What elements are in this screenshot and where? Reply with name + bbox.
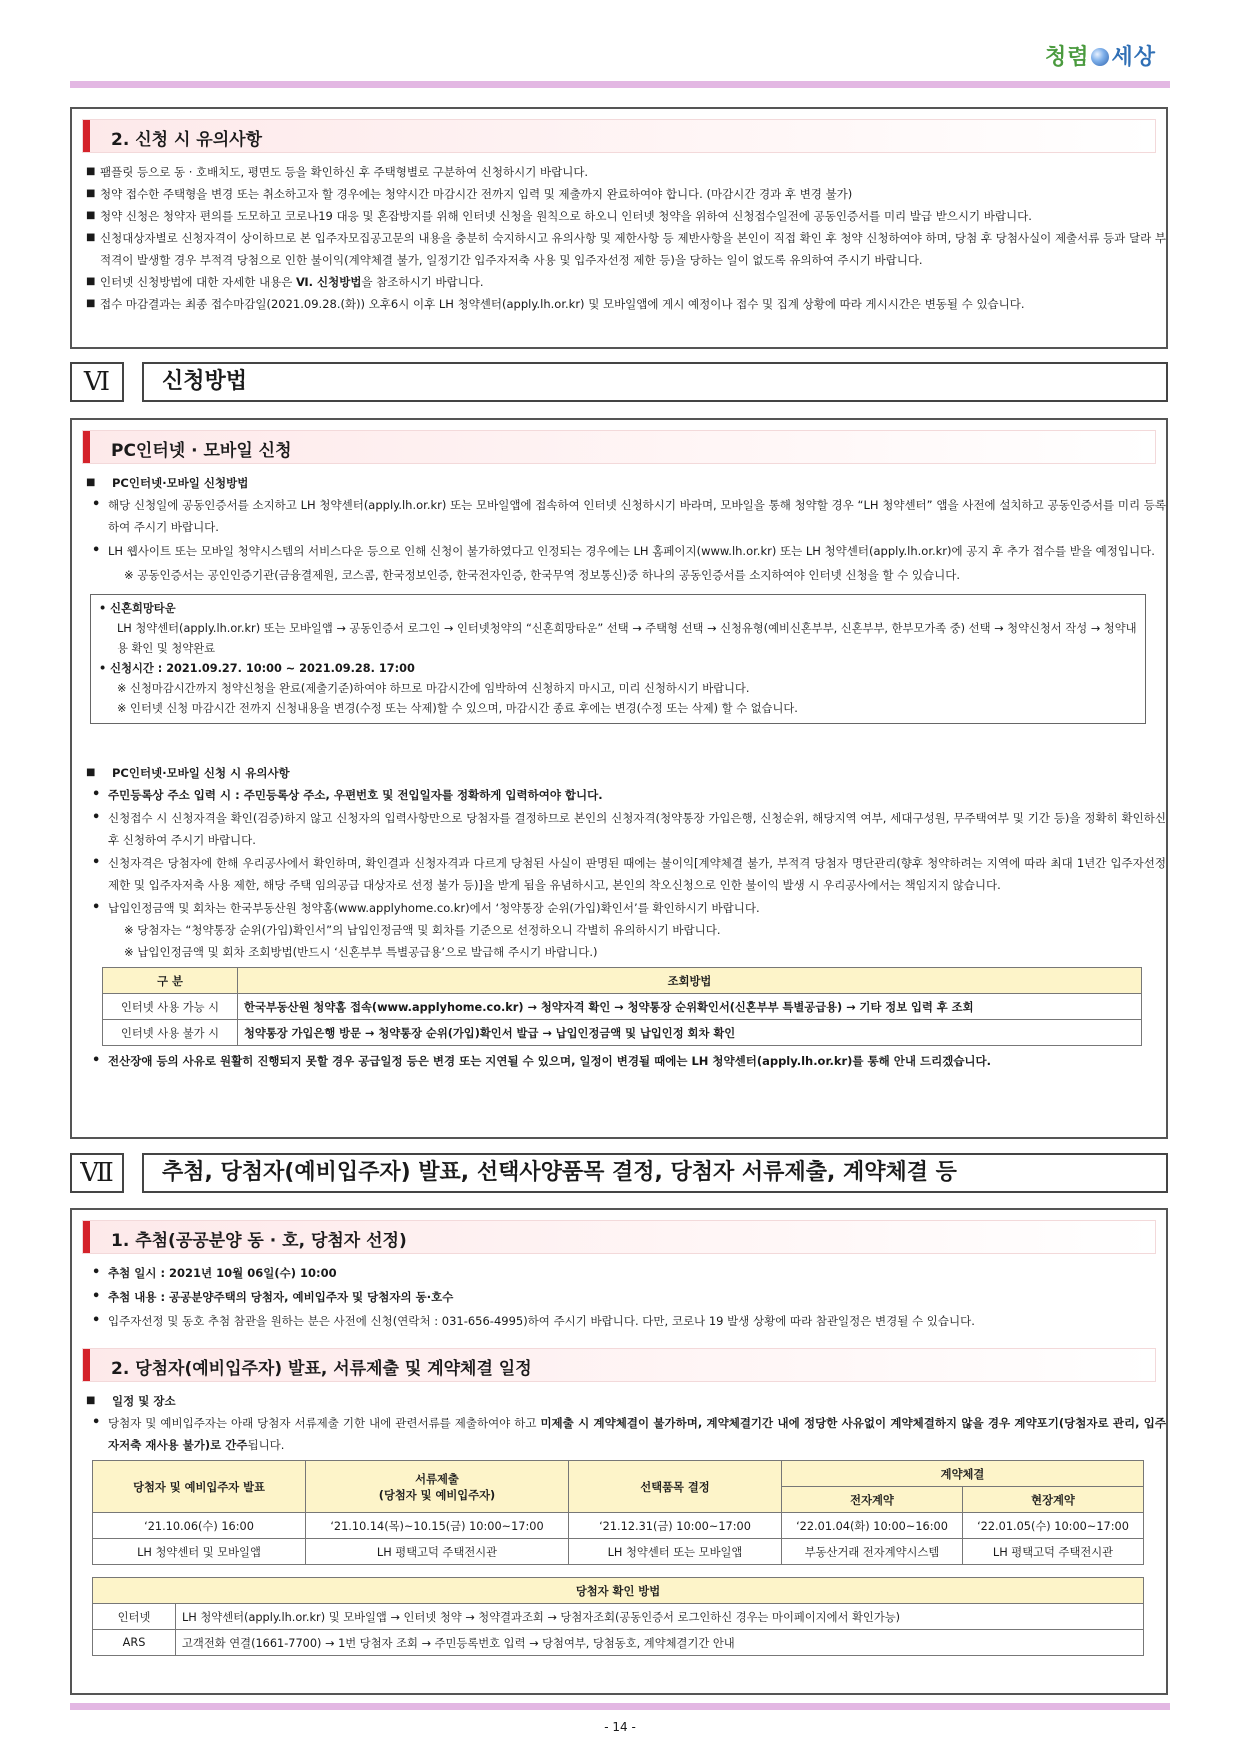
chapter-title: 추첨, 당첨자(예비입주자) 발표, 선택사양품목 결정, 당첨자 서류제출, 계약체결 등 (142, 1153, 1168, 1193)
table-header: 현장계약 (963, 1487, 1144, 1513)
bullet-item: • 전산장애 등의 사유로 원활히 진행되지 못할 경우 공급일정 등은 변경 또는 지연될 수 있으며, 일정이 변경될 때에는 LH 청약센터(apply.lh.or.kr)를 통해 안내 드리겠습니다. (72, 1050, 1166, 1072)
table-cell: 청약통장 가입은행 방문 → 청약통장 순위(가입)확인서 발급 → 납입인정금액 및 납입인정 회차 확인 (238, 1020, 1142, 1046)
table-row (93, 1513, 1144, 1539)
lookup-method-table (102, 967, 1142, 1046)
bullet-item: • 주민등록상 주소 입력 시 : 주민등록상 주소, 우편번호 및 전입일자를 정확하게 입력하여야 합니다. (72, 784, 1166, 806)
bullet-item: • 납입인정금액 및 회차는 한국부동산원 청약홈(www.applyhome.co.kr)에서 ‘청약통장 순위(가입)확인서’를 확인하시기 바랍니다. (72, 897, 1166, 919)
bullet-item: • 신청자격은 당첨자에 한해 우리공사에서 확인하며, 확인결과 신청자격과 다르게 당첨된 사실이 판명된 때에는 불이익[계약체결 불가, 부적격 당첨자 명단관리(향후 청약하려는 지역에 따라 최대 1년간 입주자선정 제한 및 입주자저축 사용 제한, 해당 주택 임의공급 대상자로 선정 불가 등)]을 받게 됨을 유념하시고, 본인의 착오신청으로 인한 불이익 발생 시 우리공사에서는 책임지지 않습니다. (72, 852, 1166, 896)
procedure-text: LH 청약센터(apply.lh.or.kr) 또는 모바일앱 → 공동인증서 로그인 → 인터넷청약의 “신혼희망타운” 선택 → 주택형 선택 → 신청유형(예비신혼부부, 신혼부부, 한부모가족 중) 선택 → 청약신청서 작성 → 청약내용 확인 및 청약완료 (117, 622, 1137, 655)
table-row (103, 1020, 1142, 1046)
subheading: ■ PC인터넷·모바일 신청 시 유의사항 (72, 762, 1166, 784)
chapter-7-header (70, 1153, 1168, 1195)
subheading: ■ 일정 및 장소 (72, 1390, 1166, 1412)
bullet-item: • 해당 신청일에 공동인증서를 소지하고 LH 청약센터(apply.lh.or.kr) 또는 모바일앱에 접속하여 인터넷 신청하시기 바라며, 모바일을 통해 청약할 경우 “LH 청약센터” 앱을 사전에 설치하고 공동인증서를 미리 등록하여 주시기 바랍니다. (72, 494, 1166, 538)
table-cell: ‘21.10.06(수) 16:00 (93, 1513, 306, 1539)
note-text: ※ 인터넷 신청 마감시간 전까지 신청내용을 변경(수정 또는 삭제)할 수 있으며, 마감시간 종료 후에는 변경(수정 또는 삭제) 할 수 없습니다. (117, 702, 798, 715)
note-text: ※ 당첨자는 “청약통장 순위(가입)확인서”의 납입인정금액 및 회차를 기준으로 선정하오니 각별히 유의하시기 바랍니다. (124, 923, 721, 937)
table-header: 선택품목 결정 (569, 1461, 782, 1513)
note-item: ■ 청약 신청은 청약자 편의를 도모하고 코로나19 대응 및 혼잡방지를 위해 인터넷 신청을 원칙으로 하오니 인터넷 청약을 위하여 신청접수일전에 공동인증서를 미리 발급 받으시기 바랍니다. (72, 205, 1166, 227)
table-header: 당첨자 및 예비입주자 발표 (93, 1461, 306, 1513)
note-item: ■ 팸플릿 등으로 동 · 호배치도, 평면도 등을 확인하신 후 주택형별로 구분하여 신청하시기 바랍니다. (72, 161, 1166, 183)
table-cell: 인터넷 사용 불가 시 (103, 1020, 238, 1046)
table-header: 전자계약 (782, 1487, 963, 1513)
box-heading: • 신혼희망타운 (99, 602, 176, 615)
bullet-item: • 입주자선정 및 동호 추첨 참관을 원하는 분은 사전에 신청(연락처 : 031-656-4995)하여 주시기 바랍니다. 다만, 코로나 19 발생 상황에 따라 참관일정은 변경될 수 있습니다. (72, 1310, 1166, 1332)
table-header: 서류제출 (당첨자 및 예비입주자) (306, 1461, 569, 1513)
box-heading: • 신청시간 : 2021.09.27. 10:00 ~ 2021.09.28. 17:00 (99, 662, 415, 675)
table-cell: LH 청약센터 및 모바일앱 (93, 1539, 306, 1565)
table-row (103, 994, 1142, 1020)
table-cell: 한국부동산원 청약홈 접속(www.applyhome.co.kr) → 청약자격 확인 → 청약통장 순위확인서(신혼부부 특별공급용) → 기타 정보 입력 후 조회 (238, 994, 1142, 1020)
section-heading: PC인터넷 · 모바일 신청 (82, 430, 1156, 464)
table-row (93, 1630, 1144, 1656)
table-header: 당첨자 확인 방법 (93, 1578, 1144, 1604)
bullet-item: • 당첨자 및 예비입주자는 아래 당첨자 서류제출 기한 내에 관련서류를 제출하여야 하고 미제출 시 계약체결이 불가하며, 계약체결기간 내에 정당한 사유없이 계약체결하지 않을 경우 계약포기(당첨자로 관리, 입주자저축 재사용 불가)로 간주됩니다. (72, 1412, 1166, 1456)
chapter-number: Ⅶ (70, 1153, 124, 1193)
table-cell: ARS (93, 1630, 176, 1656)
chapter-number: Ⅵ (70, 362, 124, 402)
table-cell: 인터넷 (93, 1604, 176, 1630)
table-cell: 부동산거래 전자계약시스템 (782, 1539, 963, 1565)
table-header: 구 분 (103, 968, 238, 994)
application-notes-box (70, 107, 1168, 349)
table-cell: LH 청약센터 또는 모바일앱 (569, 1539, 782, 1565)
table-cell: 인터넷 사용 가능 시 (103, 994, 238, 1020)
bullet-item: • LH 웹사이트 또는 모바일 청약시스템의 서비스다운 등으로 인해 신청이 불가하였다고 인정되는 경우에는 LH 홈페이지(www.lh.or.kr) 또는 LH 청약센터(apply.lh.or.kr)에 공지 후 추가 접수를 받을 예정입니다. (72, 540, 1166, 562)
note-text: ※ 신청마감시간까지 청약신청을 완료(제출기준)하여야 하므로 마감시간에 임박하여 신청하지 마시고, 미리 신청하시기 바랍니다. (117, 682, 750, 695)
table-header: 조회방법 (238, 968, 1142, 994)
note-text: ※ 납입인정금액 및 회차 조회방법(반드시 ‘신혼부부 특별공급용’으로 발급해 주시기 바랍니다.) (124, 945, 598, 959)
table-cell: ‘21.10.14(목)~10.15(금) 10:00~17:00 (306, 1513, 569, 1539)
section-heading: 2. 신청 시 유의사항 (82, 119, 1156, 153)
bullet-item: • 추첨 내용 : 공공분양주택의 당첨자, 예비입주자 및 당첨자의 동·호수 (72, 1286, 1166, 1308)
bullet-item: • 추첨 일시 : 2021년 10월 06일(수) 10:00 (72, 1262, 1166, 1284)
page-number: - 14 - (604, 1720, 636, 1734)
table-cell: LH 청약센터(apply.lh.or.kr) 및 모바일앱 → 인터넷 청약 → 청약결과조회 → 당첨자조회(공동인증서 로그인하신 경우는 마이페이지에서 확인가능) (176, 1604, 1144, 1630)
newlywed-procedure-box (90, 594, 1146, 724)
brand-logo: 청렴 세상 (1044, 45, 1156, 70)
note-text: ※ 공동인증서는 공인인증기관(금융결제원, 코스콤, 한국정보인증, 한국전자인증, 한국무역 정보통신)중 하나의 공동인증서를 소지하여야 인터넷 신청을 할 수 있습니다. (124, 568, 961, 582)
table-cell: ‘22.01.05(수) 10:00~17:00 (963, 1513, 1144, 1539)
chapter-6-header (70, 362, 1168, 404)
note-item: ■ 신청대상자별로 신청자격이 상이하므로 본 입주자모집공고문의 내용을 충분히 숙지하시고 유의사항 및 제한사항 등 제반사항을 본인이 직접 확인 후 청약 신청하여야 하며, 당첨 후 당첨사실이 제출서류 등과 달라 부적격이 발생할 경우 부적격 당첨으로 인한 불이익(계약체결 불가, 일정기간 입주자저축 사용 및 입주자선정 제한 등)을 당하는 일이 없도록 유의하여 주시기 바랍니다. (72, 227, 1166, 271)
table-cell: LH 평택고덕 주택전시관 (306, 1539, 569, 1565)
schedule-table (92, 1460, 1144, 1565)
header-divider (70, 81, 1170, 88)
note-item: ■ 청약 접수한 주택형을 변경 또는 취소하고자 할 경우에는 청약시간 마감시간 전까지 입력 및 제출까지 완료하여야 합니다. (마감시간 경과 후 변경 불가) (72, 183, 1166, 205)
note-item: ■ 접수 마감결과는 최종 접수마감일(2021.09.28.(화)) 오후6시 이후 LH 청약센터(apply.lh.or.kr) 및 모바일앱에 게시 예정이나 접수 및 집계 상황에 따라 게시시간은 변동될 수 있습니다. (72, 293, 1166, 315)
draw-schedule-box (70, 1208, 1168, 1695)
table-header: 계약체결 (782, 1461, 1144, 1487)
table-row (93, 1539, 1144, 1565)
subheading: ■ PC인터넷·모바일 신청방법 (72, 472, 1166, 494)
table-cell: ‘21.12.31(금) 10:00~17:00 (569, 1513, 782, 1539)
pc-mobile-box (70, 418, 1168, 1139)
chapter-title: 신청방법 (142, 362, 1168, 402)
table-cell: 고객전화 연결(1661-7700) → 1번 당첨자 조회 → 주민등록번호 입력 → 당첨여부, 당첨동호, 계약체결기간 안내 (176, 1630, 1144, 1656)
winner-confirm-table (92, 1577, 1144, 1656)
table-row (93, 1604, 1144, 1630)
table-cell: ‘22.01.04(화) 10:00~16:00 (782, 1513, 963, 1539)
bullet-item: • 신청접수 시 신청자격을 확인(검증)하지 않고 신청자의 입력사항만으로 당첨자를 결정하므로 본인의 신청자격(청약통장 가입은행, 신청순위, 해당지역 여부, 세대구성원, 무주택여부 및 기간 등)을 정확히 확인하신 후 신청하여 주시기 바랍니다. (72, 807, 1166, 851)
table-cell: LH 평택고덕 주택전시관 (963, 1539, 1144, 1565)
globe-icon (1091, 48, 1109, 66)
section-heading: 2. 당첨자(예비입주자) 발표, 서류제출 및 계약체결 일정 (82, 1348, 1156, 1382)
section-heading: 1. 추첨(공공분양 동 · 호, 당첨자 선정) (82, 1220, 1156, 1254)
note-item: ■ 인터넷 신청방법에 대한 자세한 내용은 Ⅵ. 신청방법을 참조하시기 바랍니다. (72, 271, 1166, 293)
footer-divider (70, 1703, 1170, 1710)
